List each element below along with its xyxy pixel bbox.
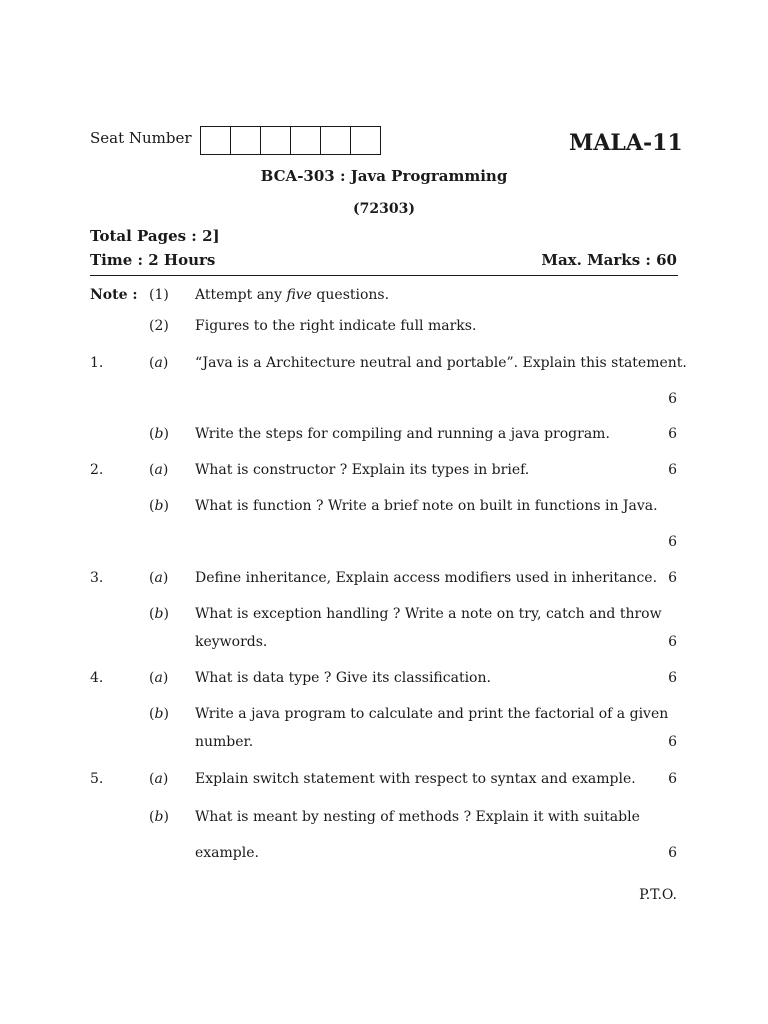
marks: 6	[668, 426, 677, 442]
seat-box	[200, 126, 230, 155]
marks: 6	[668, 845, 677, 861]
part-label: (b)	[149, 809, 169, 825]
question-number: 2.	[90, 462, 104, 478]
seat-box	[260, 126, 290, 155]
note-number: (2)	[149, 318, 169, 334]
question-text: What is data type ? Give its classification.	[195, 670, 491, 686]
part-letter: a	[154, 670, 163, 686]
question-text: What is meant by nesting of methods ? Explain it with suitable	[195, 809, 640, 825]
part-label: (b)	[149, 606, 169, 622]
seat-number-label: Seat Number	[90, 129, 192, 147]
seat-box	[350, 126, 381, 155]
part-label: (a)	[149, 771, 169, 787]
question-text: “Java is a Architecture neutral and portable”. Explain this statement.	[195, 355, 687, 371]
note-text: Figures to the right indicate full marks.	[195, 318, 477, 334]
page-title: BCA-303 : Java Programming	[260, 167, 508, 185]
marks: 6	[668, 771, 677, 787]
note-label: Note :	[90, 287, 138, 303]
marks: 6	[668, 734, 677, 750]
seat-box	[290, 126, 320, 155]
part-label: (a)	[149, 355, 169, 371]
question-text-continued: number.	[195, 734, 254, 750]
question-number: 1.	[90, 355, 104, 371]
total-pages: Total Pages : 2]	[90, 227, 220, 245]
part-label: (a)	[149, 570, 169, 586]
question-number: 3.	[90, 570, 104, 586]
question-text: Write the steps for compiling and running a java program.	[195, 426, 610, 442]
part-letter: b	[154, 809, 164, 825]
part-letter: a	[154, 462, 163, 478]
subject-code: (72303)	[353, 201, 415, 217]
part-letter: b	[154, 606, 164, 622]
part-label: (b)	[149, 498, 169, 514]
exam-time: Time : 2 Hours	[90, 251, 216, 269]
note-number: (1)	[149, 287, 169, 303]
part-letter: b	[154, 498, 164, 514]
note-text	[195, 287, 389, 303]
seat-number-boxes	[200, 126, 381, 155]
max-marks: Max. Marks : 60	[541, 251, 677, 269]
question-text-continued: keywords.	[195, 634, 268, 650]
part-label: (a)	[149, 670, 169, 686]
note-text-after: questions.	[311, 287, 390, 303]
marks: 6	[668, 534, 677, 550]
marks: 6	[668, 634, 677, 650]
question-number: 5.	[90, 771, 104, 787]
question-text: Write a java program to calculate and print the factorial of a given	[195, 706, 669, 722]
header-divider	[90, 275, 678, 276]
marks: 6	[668, 462, 677, 478]
question-text: Explain switch statement with respect to syntax and example.	[195, 771, 636, 787]
part-label: (a)	[149, 462, 169, 478]
part-letter: a	[154, 570, 163, 586]
part-letter: b	[154, 426, 164, 442]
question-text: What is function ? Write a brief note on built in functions in Java.	[195, 498, 658, 514]
question-text: What is exception handling ? Write a note on try, catch and throw	[195, 606, 662, 622]
marks: 6	[668, 570, 677, 586]
question-text-continued: example.	[195, 845, 259, 861]
question-number: 4.	[90, 670, 104, 686]
part-label: (b)	[149, 706, 169, 722]
part-letter: a	[154, 771, 163, 787]
seat-box	[320, 126, 350, 155]
marks: 6	[668, 391, 677, 407]
paper-code: MALA-11	[569, 130, 683, 156]
pto-note: P.T.O.	[639, 887, 677, 903]
part-label: (b)	[149, 426, 169, 442]
question-text: Define inheritance, Explain access modifiers used in inheritance.	[195, 570, 658, 586]
question-text: What is constructor ? Explain its types in brief.	[195, 462, 530, 478]
part-letter: b	[154, 706, 164, 722]
note-emphasis: five	[286, 287, 312, 303]
seat-box	[230, 126, 260, 155]
note-text-before: Attempt any	[195, 287, 287, 303]
marks: 6	[668, 670, 677, 686]
part-letter: a	[154, 355, 163, 371]
